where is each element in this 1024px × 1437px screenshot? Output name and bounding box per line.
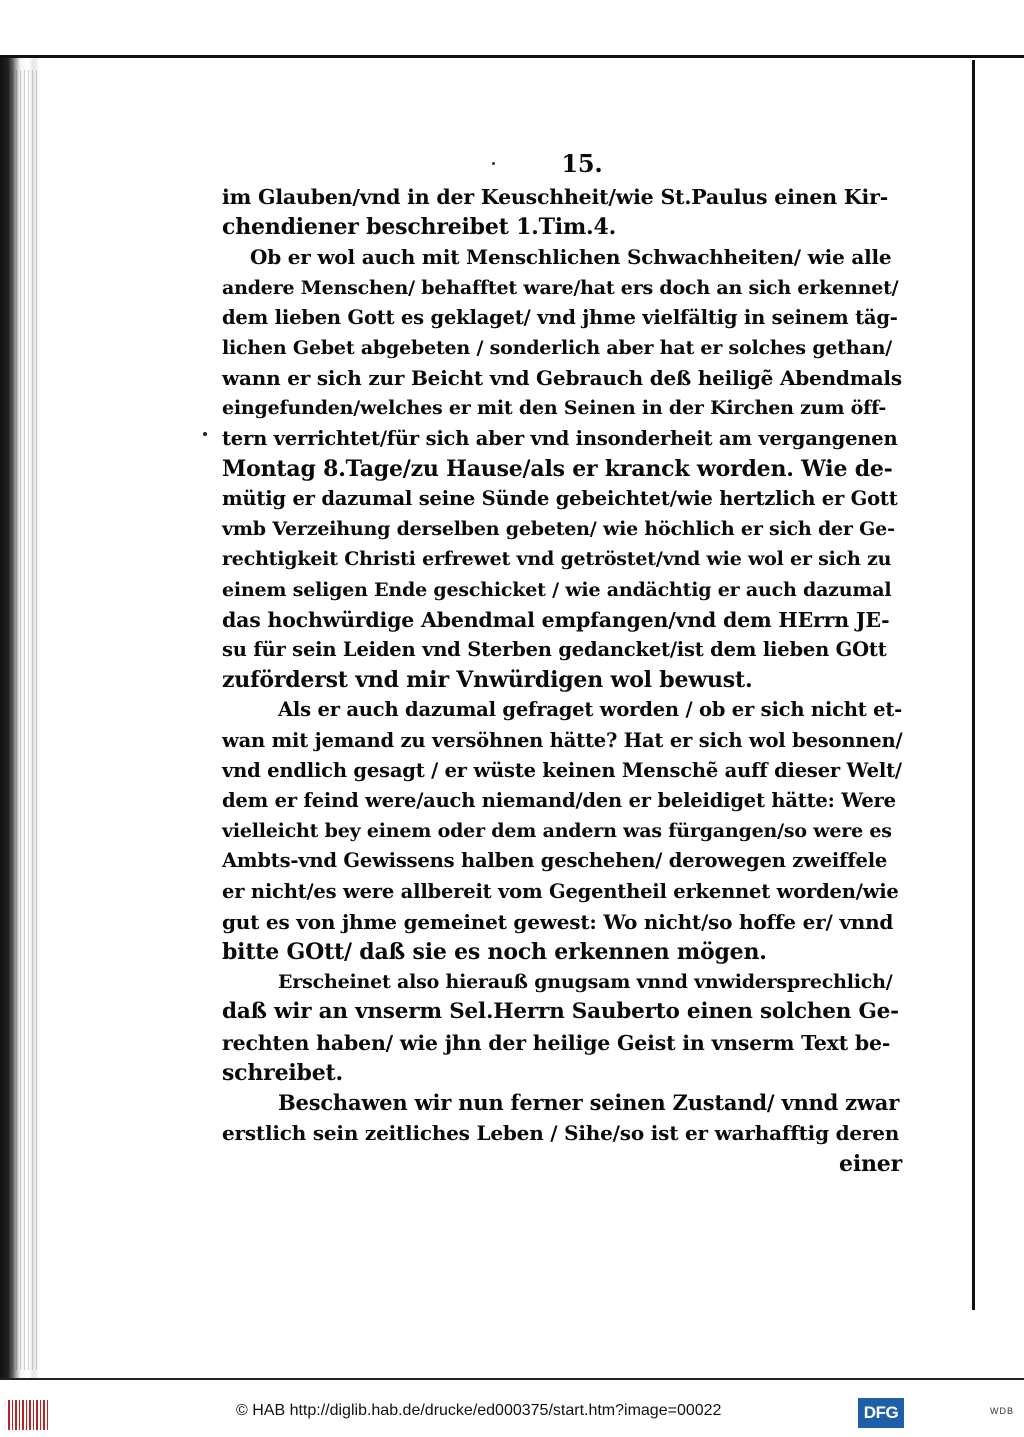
text-line: im Glauben/vnd in der Keuschheit/wie St.Paulus einen Kir- (222, 185, 889, 209)
barcode-icon (8, 1400, 48, 1430)
text-line: wann er sich zur Beicht vnd Gebrauch deß heiligẽ Abendmals (222, 366, 902, 391)
text-line: bitte GOtt/ daß sie es noch erkennen mögen. (222, 939, 767, 966)
text-line: dem lieben Gott es geklaget/ vnd jhme vielfältig in seinem täg- (222, 305, 898, 329)
text-line: andere Menschen/ behafftet ware/hat ers doch an sich erkennet/ (222, 276, 899, 299)
page-text (222, 148, 902, 1179)
text-line: zuförderst vnd mir Vnwürdigen wol bewust. (222, 667, 753, 694)
wdb-label: WDB (990, 1406, 1014, 1416)
text-line: er nicht/es were allbereit vom Gegentheil erkennet worden/wie (222, 879, 899, 903)
text-line: Ob er wol auch mit Menschlichen Schwachheiten/ wie alle (250, 245, 892, 270)
text-line: rechten haben/ wie jhn der heilige Geist in vnserm Text be- (222, 1030, 891, 1055)
page-right-edge (972, 60, 975, 1310)
text-line: einem seligen Ende geschicket / wie andächtig er auch dazumal (222, 578, 892, 601)
viewer-footer (0, 1392, 1024, 1437)
text-line: mütig er dazumal seine Sünde gebeichtet/wie hertzlich er Gott (222, 487, 898, 511)
text-line: erstlich sein zeitliches Leben / Sihe/so ist er warhafftig deren (222, 1121, 900, 1146)
text-line: Erscheinet also hierauß gnugsam vnnd vnwidersprechlich/ (278, 971, 893, 994)
copyright-link[interactable]: © HAB http://diglib.hab.de/drucke/ed000375/start.htm?image=00022 (236, 1402, 722, 1419)
text-line: su für sein Leiden vnd Sterben gedancket/ist dem lieben GOtt (222, 638, 887, 662)
text-line: vmb Verzeihung derselben gebeten/ wie höchlich er sich der Ge- (222, 518, 895, 541)
text-line: rechtigkeit Christi erfrewet vnd getröstet/vnd wie wol er sich zu (222, 548, 892, 571)
text-line: wan mit jemand zu versöhnen hätte? Hat er sich wol besonnen/ (222, 728, 903, 752)
page-bottom-edge (0, 1378, 1024, 1380)
dfg-logo[interactable]: DFG (858, 1398, 904, 1428)
ink-speck (203, 432, 207, 436)
text-line: eingefunden/welches er mit den Seinen in der Kirchen zum öff- (222, 397, 887, 420)
text-line: dem er feind were/auch niemand/den er beleidiget hätte: Were (222, 789, 896, 813)
text-line: vielleicht bey einem oder dem andern was fürgangen/so were es (222, 820, 892, 843)
text-line: tern verrichtet/für sich aber vnd insonderheit am vergangenen (222, 426, 898, 450)
text-line: einer (839, 1150, 902, 1177)
text-lines (222, 182, 902, 1179)
text-line: Als er auch dazumal gefraget worden / ob er sich nicht et- (278, 698, 903, 722)
text-line: vnd endlich gesagt / er wüste keinen Menschẽ auff dieser Welt/ (222, 758, 902, 782)
page-number: 15. (561, 149, 603, 178)
text-line: chendiener beschreibet 1.Tim.4. (222, 214, 617, 241)
text-line: das hochwürdige Abendmal empfangen/vnd dem HErrn JE- (222, 607, 890, 632)
text-line: Beschawen wir nun ferner seinen Zustand/ vnnd zwar (278, 1090, 900, 1116)
text-line: lichen Gebet abgebeten / sonderlich aber hat er solches gethan/ (222, 337, 892, 360)
page-top-edge (0, 55, 1024, 68)
text-line: schreibet. (222, 1059, 343, 1086)
binding-texture (8, 70, 38, 1370)
text-line: Ambts-vnd Gewissens halben geschehen/ derowegen zweiffele (222, 849, 888, 873)
text-line: daß wir an vnserm Sel.Herrn Sauberto einen solchen Ge- (222, 999, 899, 1025)
text-line: gut es von jhme gemeinet gewest: Wo nicht/so hoffe er/ vnnd (222, 909, 894, 934)
text-line: Montag 8.Tage/zu Hause/als er kranck worden. Wie de- (222, 455, 893, 482)
